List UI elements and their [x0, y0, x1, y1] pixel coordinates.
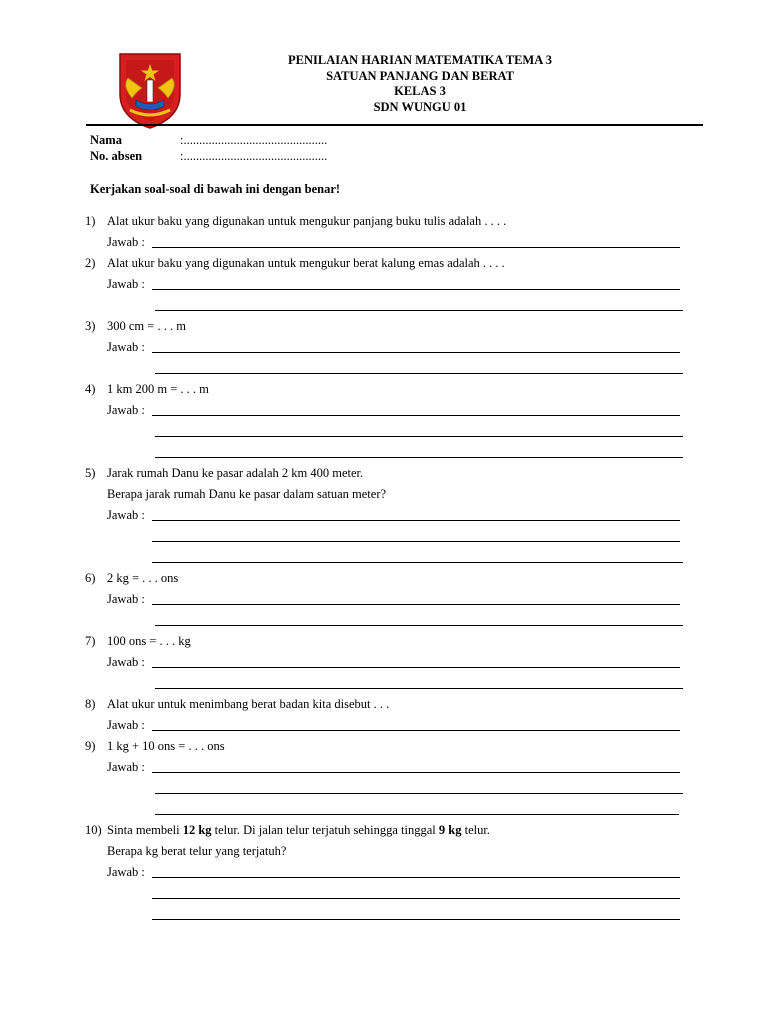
answer-line[interactable] [155, 436, 683, 437]
question-number: 9) [85, 739, 96, 753]
answer-line[interactable] [155, 310, 683, 311]
answer-label: Jawab : [107, 760, 145, 774]
answer-line[interactable] [152, 541, 680, 542]
answer-line[interactable] [155, 688, 683, 689]
header-school: SDN WUNGU 01 [373, 99, 467, 114]
answer-label: Jawab : [107, 718, 145, 732]
absen-field[interactable]: :.............................................. [180, 149, 328, 163]
question-text: 100 ons = . . . kg [107, 634, 191, 648]
answer-line[interactable] [152, 919, 680, 920]
absen-label: No. absen [90, 149, 143, 163]
question-text: Jarak rumah Danu ke pasar adalah 2 km 400 meter. [107, 466, 364, 480]
answer-label: Jawab : [107, 277, 145, 291]
name-label: Nama [90, 133, 122, 147]
header-subtitle: SATUAN PANJANG DAN BERAT [326, 68, 514, 83]
answer-label: Jawab : [107, 340, 145, 354]
answer-label: Jawab : [107, 655, 145, 669]
header-divider [86, 124, 703, 126]
question-text-part: telur. [461, 823, 490, 837]
question-number: 3) [85, 319, 96, 333]
answer-line[interactable] [152, 604, 680, 605]
question-text: 2 kg = . . . ons [107, 571, 179, 585]
question-number: 1) [85, 214, 96, 228]
answer-line[interactable] [152, 730, 680, 731]
worksheet-header [200, 53, 640, 115]
answer-line[interactable] [152, 667, 680, 668]
header-class: KELAS 3 [394, 84, 446, 98]
answer-line[interactable] [152, 289, 680, 290]
question-text [107, 823, 490, 838]
question-bold-value: 9 kg [438, 823, 462, 837]
question-text: Alat ukur baku yang digunakan untuk mengukur panjang buku tulis adalah . . . . [107, 214, 507, 228]
answer-label: Jawab : [107, 592, 145, 606]
question-number: 5) [85, 466, 96, 480]
answer-label: Jawab : [107, 403, 145, 417]
question-text: Alat ukur untuk menimbang berat badan kita disebut . . . [107, 697, 390, 711]
question-text-part: telur. Di jalan telur terjatuh sehingga tinggal [211, 823, 439, 837]
question-text-continued: Berapa jarak rumah Danu ke pasar dalam satuan meter? [107, 487, 387, 501]
answer-label: Jawab : [107, 508, 145, 522]
question-text-continued: Berapa kg berat telur yang terjatuh? [107, 844, 287, 858]
name-field[interactable]: :.............................................. [180, 133, 328, 147]
question-number: 10) [85, 823, 102, 837]
answer-line[interactable] [155, 457, 683, 458]
question-number: 7) [85, 634, 96, 648]
answer-label: Jawab : [107, 235, 145, 249]
answer-line[interactable] [152, 562, 683, 563]
question-bold-value: 12 kg [182, 823, 212, 837]
question-text: 1 kg + 10 ons = . . . ons [107, 739, 225, 753]
answer-line[interactable] [155, 625, 683, 626]
instruction-text: Kerjakan soal-soal di bawah ini dengan benar! [90, 182, 341, 196]
answer-line[interactable] [152, 520, 680, 521]
answer-line[interactable] [152, 772, 680, 773]
answer-line[interactable] [152, 247, 680, 248]
answer-line[interactable] [155, 373, 683, 374]
question-number: 6) [85, 571, 96, 585]
question-number: 8) [85, 697, 96, 711]
question-number: 2) [85, 256, 96, 270]
question-text-part: Sinta membeli [107, 823, 183, 837]
answer-line[interactable] [152, 877, 680, 878]
question-text: 300 cm = . . . m [107, 319, 186, 333]
question-number: 4) [85, 382, 96, 396]
question-text: Alat ukur baku yang digunakan untuk mengukur berat kalung emas adalah . . . . [107, 256, 505, 270]
school-emblem-logo [114, 50, 186, 130]
answer-label: Jawab : [107, 865, 145, 879]
answer-line[interactable] [152, 352, 680, 353]
answer-line[interactable] [155, 814, 679, 815]
question-text: 1 km 200 m = . . . m [107, 382, 209, 396]
answer-line[interactable] [155, 793, 683, 794]
answer-line[interactable] [152, 898, 680, 899]
answer-line[interactable] [152, 415, 680, 416]
header-title: PENILAIAN HARIAN MATEMATIKA TEMA 3 [288, 53, 552, 67]
